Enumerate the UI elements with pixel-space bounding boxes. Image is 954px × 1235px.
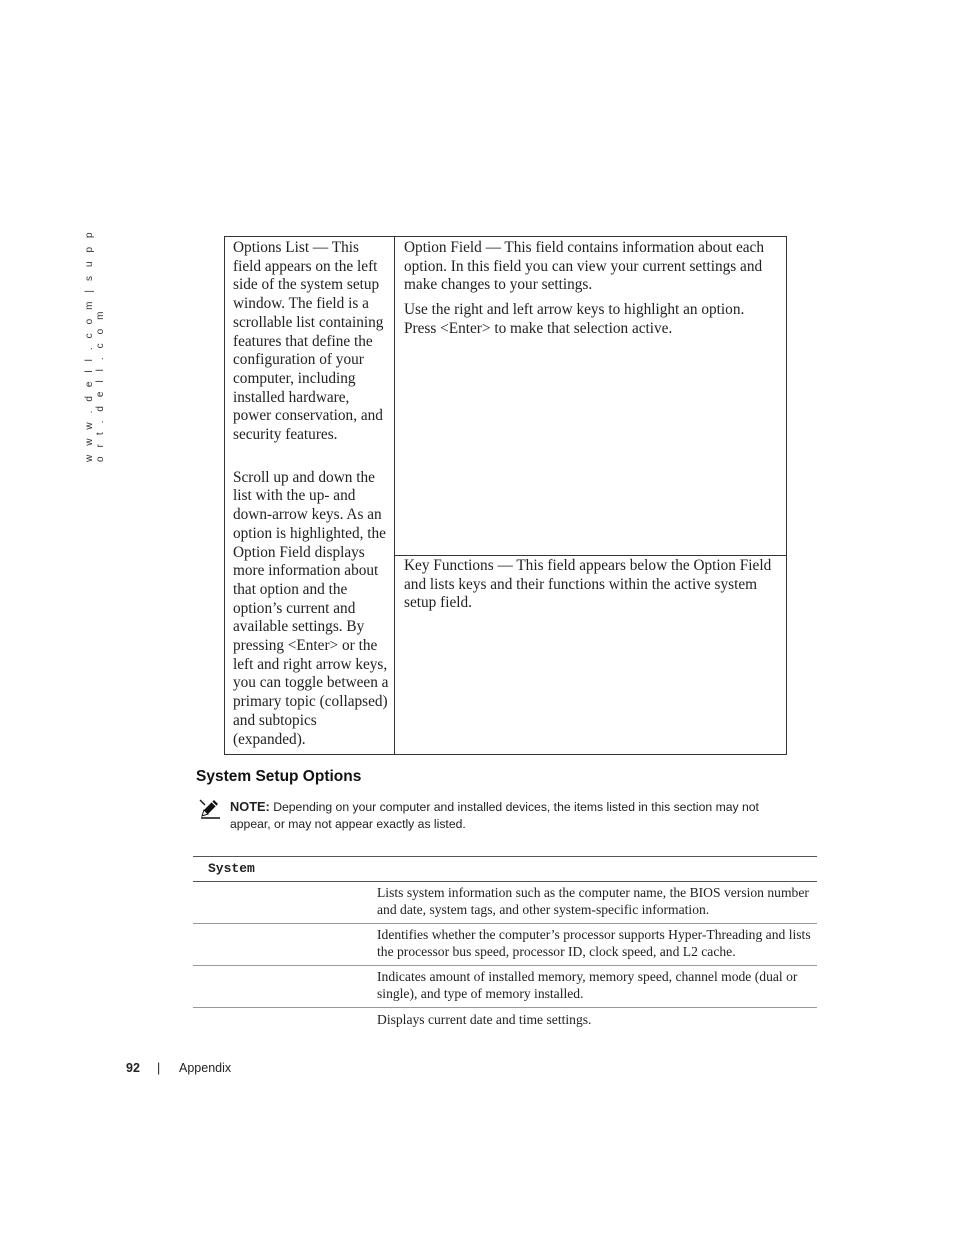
options-list-text-1: — This field appears on the left side of the system setup window. The field is a scrollable list containing features that define the configuration of your computer, including installed hardware, power conservation, and security features. [233,239,384,444]
key-functions-term: Key Functions [404,557,494,574]
key-functions-cell [395,556,786,754]
pencil-note-icon [199,797,221,819]
key-functions-option-field-term: Option Field [693,557,772,574]
options-list-option-field-term: Option Field [233,543,311,561]
row-description: Indicates amount of installed memory, memory speed, channel mode (dual or single), and type of memory installed. [377,969,798,1001]
sidebar-url: w w w . d e l l . c o m | s u p p o r t . d e l l . c o m [84,229,106,462]
note-text [230,798,800,833]
options-list-text-2b: displays more information about that option and the option’s current and available settings. By pressing <Enter> or the left and right arrow keys, you can toggle between a primary topic (collapsed) and subtopics (expanded). [233,543,389,748]
table-row [193,924,817,966]
option-field-term: Option Field [404,239,482,256]
key-functions-paragraph [404,557,780,613]
note-body: Depending on your computer and installed devices, the items listed in this section may not appear, or may not appear exactly as listed. [230,800,759,831]
table-row [193,882,817,924]
option-field-text-1: — This field contains information about each option. In this field you can view your current settings and make changes to your settings. [404,239,764,294]
table-row [193,1008,817,1034]
footer-separator: | [157,1061,161,1075]
system-table-header: System [193,856,817,882]
option-field-cell [395,237,786,556]
page-number: 92 [126,1061,140,1075]
key-functions-text-1: — This field appears below the [493,557,694,574]
section-heading: System Setup Options [196,768,362,785]
option-field-paragraph-2: Use the right and left arrow keys to highlight an option. Press <Enter> to make that selection active. [404,301,745,337]
option-field-paragraph-1 [404,239,780,295]
options-list-paragraph-1 [233,239,390,445]
footer-section: Appendix [179,1061,232,1075]
options-info-table [224,236,787,755]
options-list-cell [225,237,395,754]
options-list-term: Options List [233,239,310,256]
note-label: NOTE: [230,799,270,814]
row-description: Identifies whether the computer’s processor supports Hyper-Threading and lists the processor bus speed, processor ID, clock speed, and L2 cache. [377,927,811,959]
options-list-paragraph-2 [233,469,390,750]
row-description: Displays current date and time settings. [377,1012,592,1027]
key-functions-text-2: and lists keys and their functions within the active system setup field. [404,575,758,612]
row-description: Lists system information such as the computer name, the BIOS version number and date, system tags, and other system-specific information. [377,885,809,917]
table-row [193,966,817,1008]
options-list-text-2a: Scroll up and down the list with the up- and down-arrow keys. As an option is highlighted, the [233,468,386,542]
system-options-table [193,856,817,1034]
